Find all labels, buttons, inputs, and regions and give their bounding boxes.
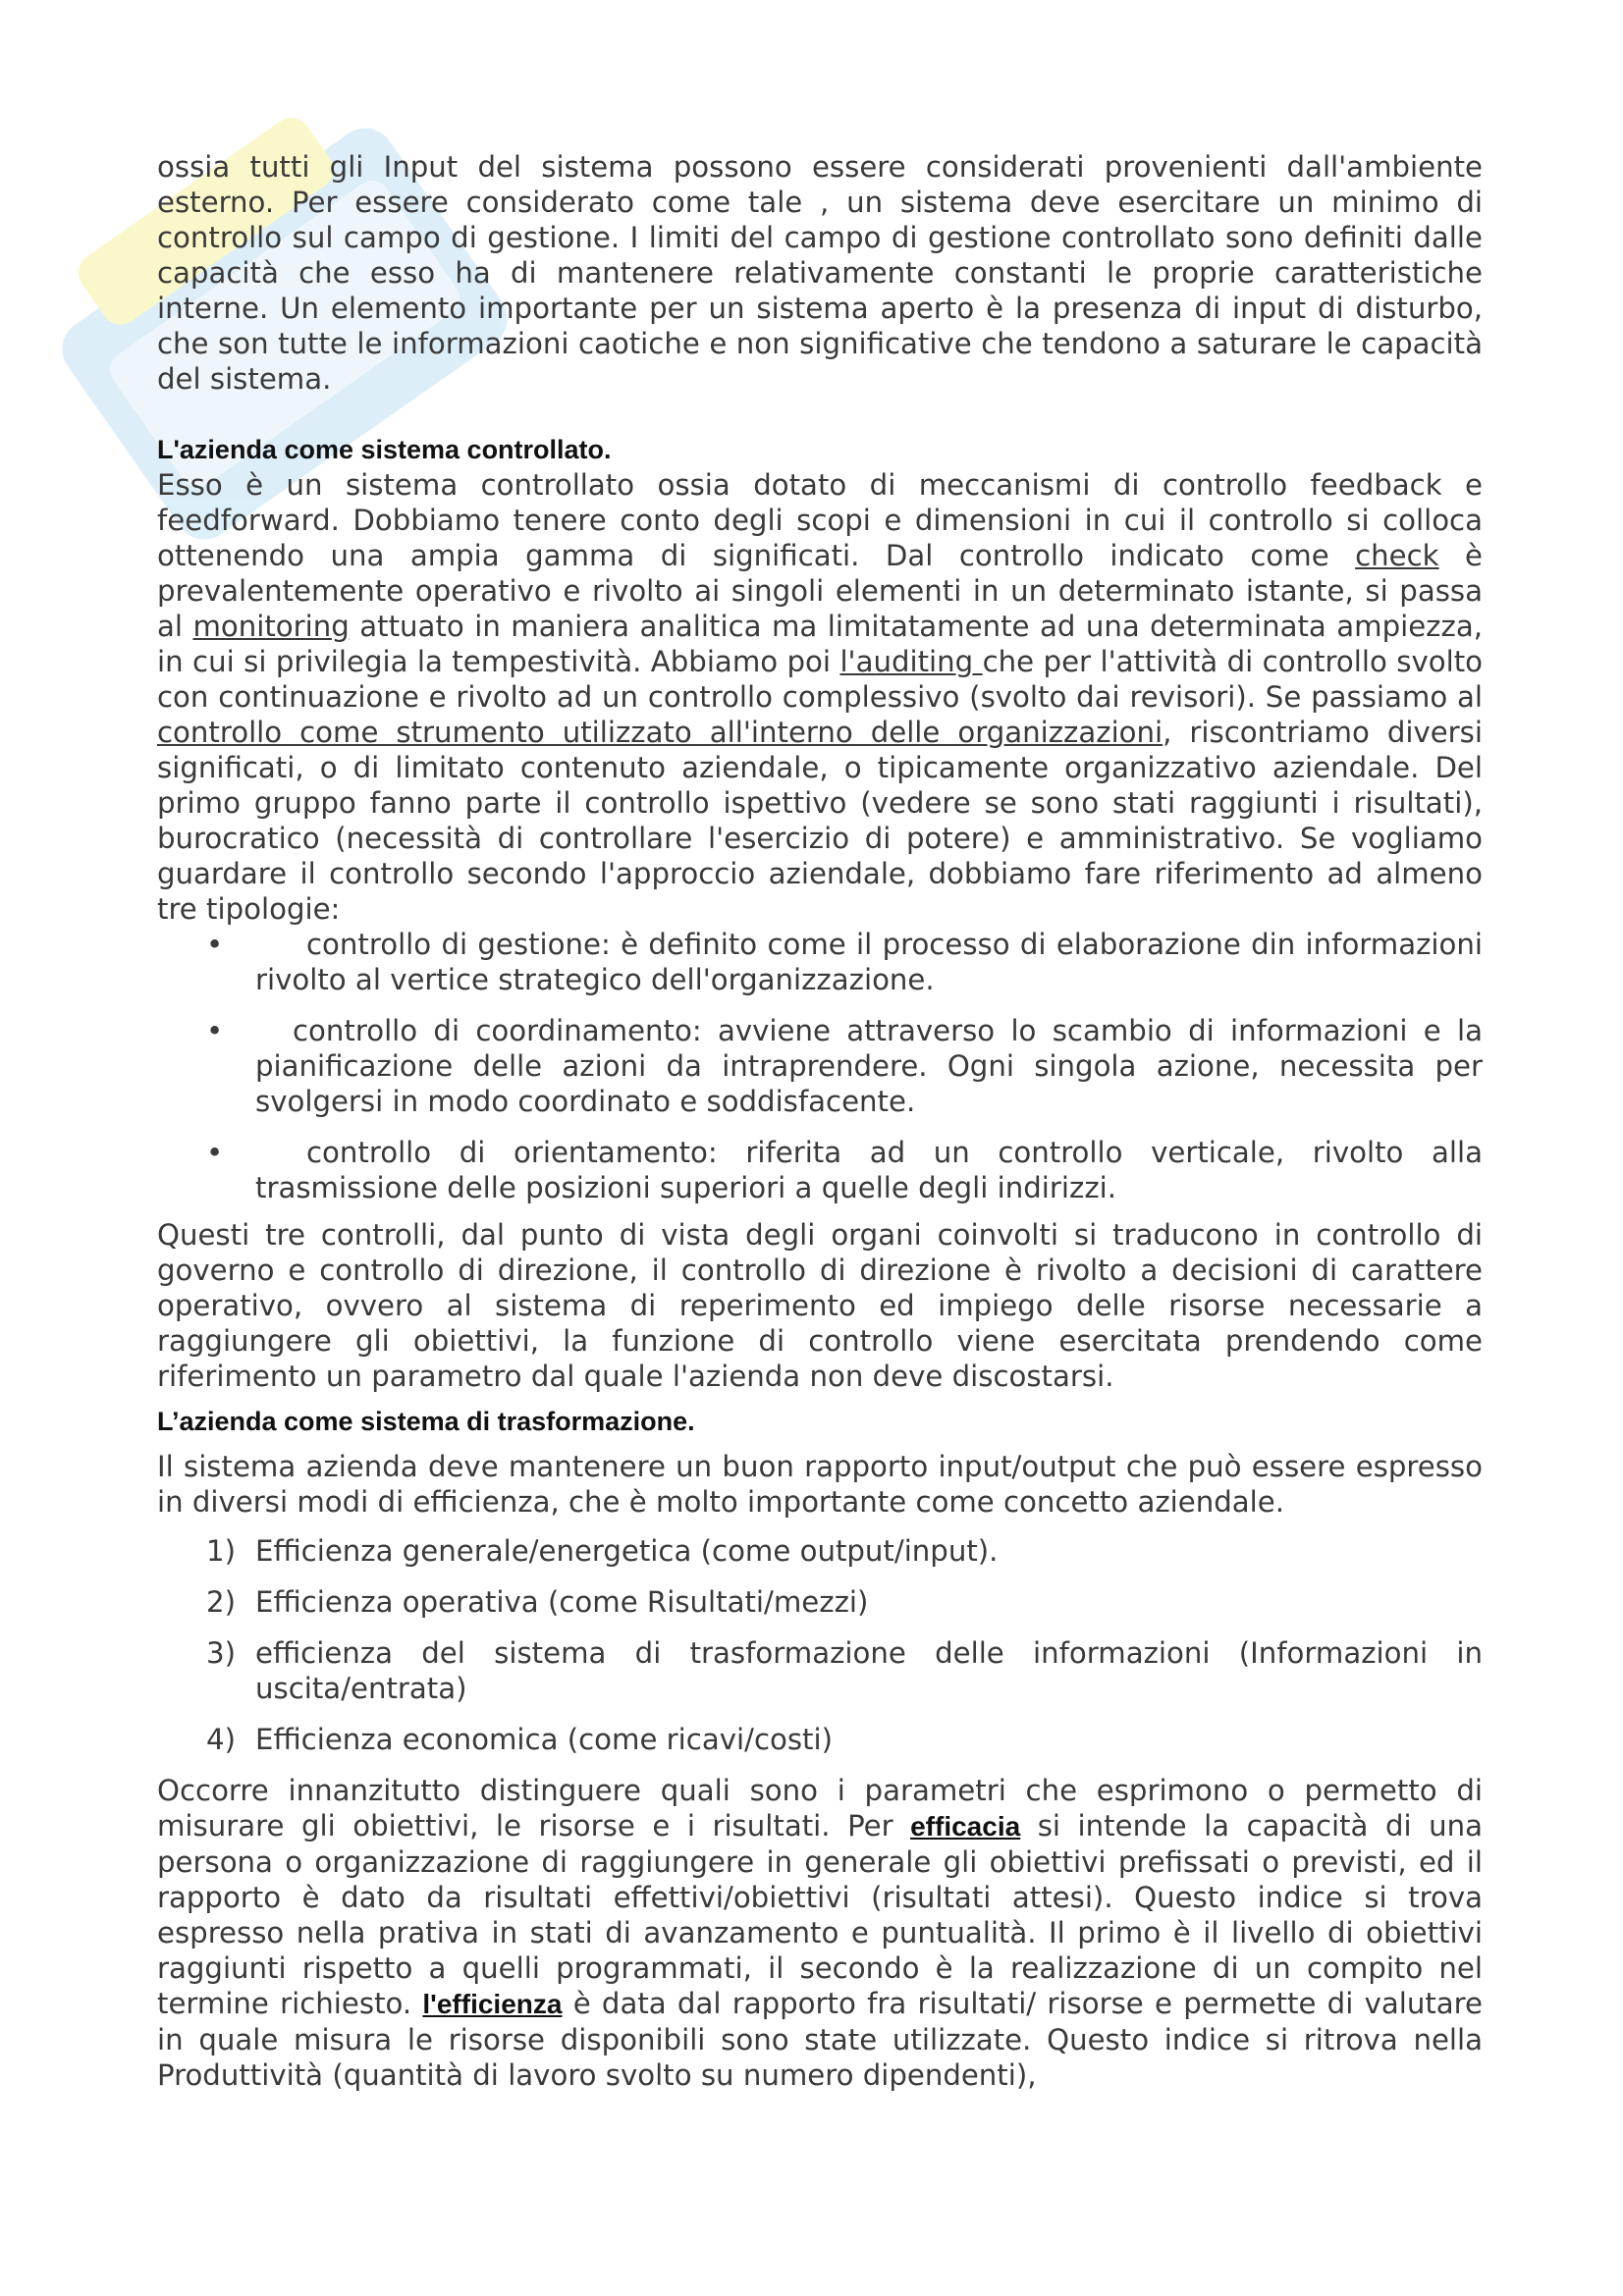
intro-paragraph: ossia tutti gli Input del sistema possono essere considerati provenienti dall'ambiente esterno. Per essere considerato come tale , un sistema deve esercitare un minimo di controllo sul campo di gestione. I limiti del campo di gestione controllato sono definiti dalle capacità che esso ha di mantenere relativamente constanti le proprie caratteristiche interne. Un elemento importante per un sistema aperto è la presenza di input di disturbo, che son tutte le informazioni caotiche e non significative che tendono a saturare le capacità del sistema. (157, 150, 1483, 396)
list-item-text: controllo di coordinamento: avviene attraverso lo scambio di informazioni e la pianificazione delle azioni da intraprendere. Ogni singola azione, necessita per svolgersi in modo coordinato e soddisfacente. (255, 1014, 1483, 1118)
list-item (157, 1533, 1483, 1569)
term-check: check (1355, 539, 1439, 572)
list-item (157, 927, 1483, 997)
bullet-icon: • (206, 928, 224, 961)
text-run: si intende la capacità di una persona o organizzazione di raggiungere in generale gli obiettivi prefissati o previsti, ed il rapporto è dato da risultati effettivi/obiettivi (risultati attesi). Questo indice si trova espresso nella prativa in stati di avanzamento e puntualità. Il primo è il livello di obiettivi raggiunti rispetto a quelli programmati, il secondo è la realizzazione di un compito nel termine richiesto. (157, 1809, 1483, 2020)
list-item-text: Efficienza operativa (come Risultati/mezzi) (255, 1585, 869, 1619)
term-monitoring: monitoring (192, 610, 350, 643)
term-efficacia: efficacia (910, 1811, 1021, 1842)
list-item-text: controllo di orientamento: riferita ad un controllo verticale, rivolto alla trasmissione delle posizioni superiori a quelle degli indirizzi. (255, 1136, 1483, 1204)
section-heading-trasformazione: L’azienda come sistema di trasformazione. (157, 1407, 695, 1436)
direzione-paragraph: Questi tre controlli, dal punto di vista degli organi coinvolti si traducono in controllo di governo e controllo di direzione, il controllo di direzione è rivolto a decisioni di carattere operativo, ovvero al sistema di reperimento ed impiego delle risorse necessarie a raggiungere gli obiettivi, la funzione di controllo viene esercitata prendendo come riferimento un parametro dal quale l'azienda non deve discostarsi. (157, 1218, 1483, 1393)
list-number: 4) (206, 1723, 236, 1756)
list-number: 1) (206, 1534, 236, 1568)
list-item (157, 1135, 1483, 1205)
control-types-list (157, 927, 1483, 1205)
list-item (157, 1722, 1483, 1757)
controllato-paragraph (157, 467, 1483, 927)
list-item (157, 1635, 1483, 1706)
list-item-text: efficienza del sistema di trasformazione delle informazioni (Informazioni in uscita/entrata) (255, 1636, 1483, 1705)
list-number: 3) (206, 1636, 236, 1670)
list-number: 2) (206, 1585, 236, 1619)
term-efficienza: l'efficienza (422, 1989, 563, 2019)
section-heading-controllato: L'azienda come sistema controllato. (157, 435, 612, 464)
term-auditing: l'auditing (839, 645, 983, 678)
efficiency-list (157, 1533, 1483, 1757)
bullet-icon: • (206, 1014, 224, 1047)
list-item (157, 1584, 1483, 1620)
text-run: Occorre innanzitutto distinguere quali sono i parametri che esprimono o permetto di misurare gli obiettivi, le risorse e i risultati. Per (157, 1774, 1483, 1842)
document-page (157, 149, 1483, 2093)
list-item-text: Efficienza economica (come ricavi/costi) (255, 1723, 833, 1756)
list-item (157, 1013, 1483, 1119)
text-run: è data dal rapporto fra risultati/ risorse e permette di valutare in quale misura le risorse disponibili sono state utilizzate. Questo indice si ritrova nella Produttività (quantità di lavoro svolto su numero dipendenti), (157, 1987, 1483, 2092)
text-run: è prevalentemente operativo e rivolto ai singoli elementi in un determinato istante, si passa al (157, 539, 1483, 643)
list-item-text: Efficienza generale/energetica (come output/input). (255, 1534, 999, 1568)
text-run: Esso è un sistema controllato ossia dotato di meccanismi di controllo feedback e feedforward. Dobbiamo tenere conto degli scopi e dimensioni in cui il controllo si colloca ottenendo una ampia gamma di significati. Dal controllo indicato come (157, 468, 1483, 572)
trasformazione-paragraph: Il sistema azienda deve mantenere un buon rapporto input/output che può essere espresso in diversi modi di efficienza, che è molto importante come concetto aziendale. (157, 1450, 1483, 1519)
list-item-text: controllo di gestione: è definito come il processo di elaborazione din informazioni rivolto al vertice strategico dell'organizzazione. (255, 928, 1483, 996)
text-run: che per l'attività di controllo svolto con continuazione e rivolto ad un controllo complessivo (svolto dai revisori). Se passiamo al (157, 645, 1483, 714)
bullet-icon: • (206, 1136, 224, 1169)
text-run: , riscontriamo diversi significati, o di limitato contenuto aziendale, o tipicamente organizzativo aziendale. Del primo gruppo fanno parte il controllo ispettivo (vedere se sono stati raggiunti i risultati), burocratico (necessità di controllare l'esercizio di potere) e amministrativo. Se vogliamo guardare il controllo secondo l'approccio aziendale, dobbiamo fare riferimento ad almeno tre tipologie: (157, 716, 1483, 926)
term-controllo-strumento: controllo come strumento utilizzato all'interno delle organizzazioni (157, 716, 1163, 749)
efficacia-paragraph (157, 1773, 1483, 2093)
text-run: attuato in maniera analitica ma limitatamente ad una determinata ampiezza, in cui si privilegia la tempestività. Abbiamo poi (157, 610, 1483, 678)
